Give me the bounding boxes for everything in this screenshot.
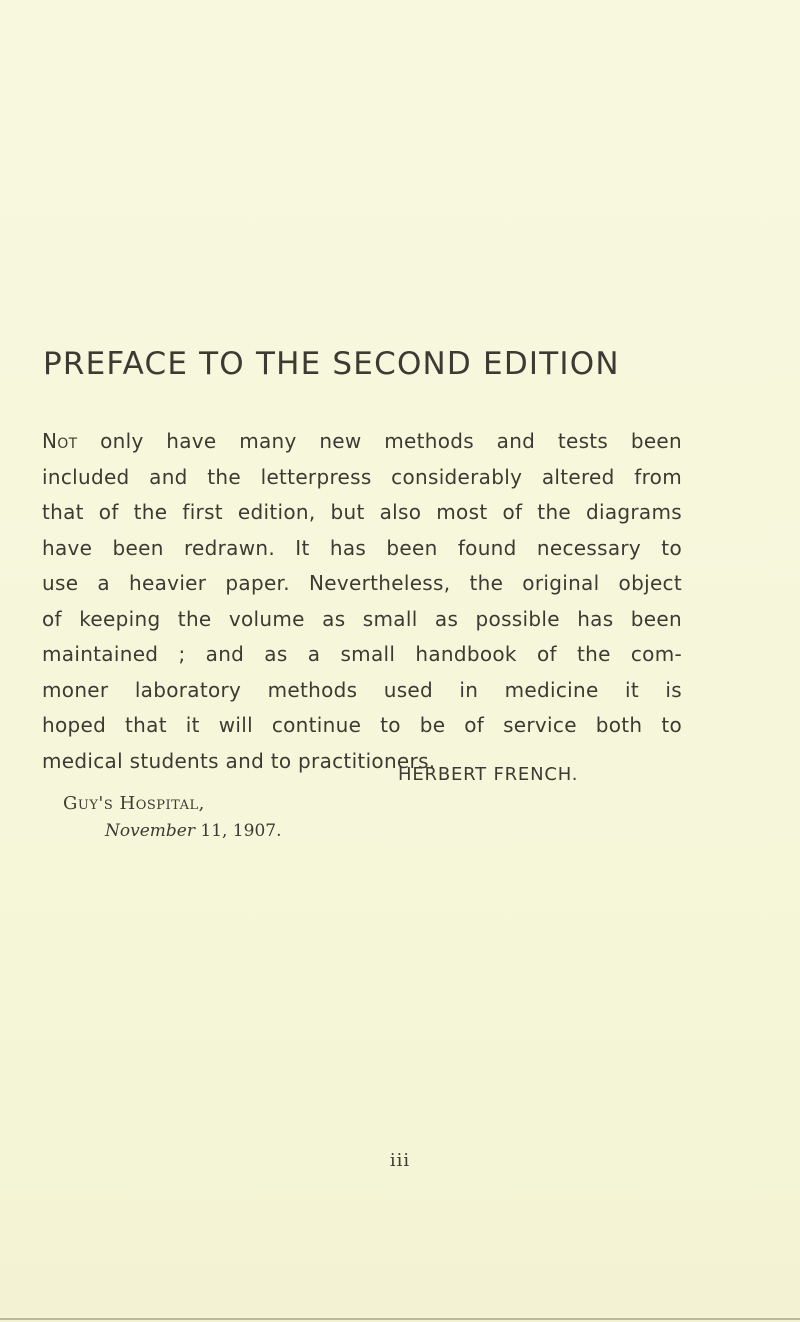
paragraph-line: have been redrawn. It has been found necessary to (42, 535, 682, 560)
author-signature: HERBERT FRENCH. (398, 764, 579, 785)
paragraph-line: maintained ; and as a small handbook of the com- (42, 642, 682, 666)
date-rest: 11, 1907. (194, 821, 282, 841)
paragraph-line: use a heavier paper. Nevertheless, the original object (42, 571, 682, 595)
paragraph-line: moner laboratory methods used in medicine it is (42, 677, 682, 702)
preface-paragraph (42, 424, 682, 779)
date-month: November (105, 821, 195, 841)
page-edge-divider (0, 1318, 800, 1320)
paragraph-line: Not only have many new methods and tests been (42, 429, 682, 453)
date-line (105, 821, 281, 841)
paragraph-line: medical students and to practitioners. (42, 748, 436, 773)
paragraph-line: that of the first edition, but also most of the diagrams (42, 500, 682, 524)
paragraph-line: hoped that it will continue to be of service both to (42, 713, 682, 737)
page-title: PREFACE TO THE SECOND EDITION (43, 346, 620, 382)
first-word: Not (42, 429, 78, 453)
paragraph-line: of keeping the volume as small as possible has been (42, 606, 682, 631)
page-number: iii (389, 1150, 411, 1171)
place-line: Guy's Hospital, (63, 793, 205, 814)
paragraph-line: included and the letterpress considerably altered from (42, 464, 682, 489)
